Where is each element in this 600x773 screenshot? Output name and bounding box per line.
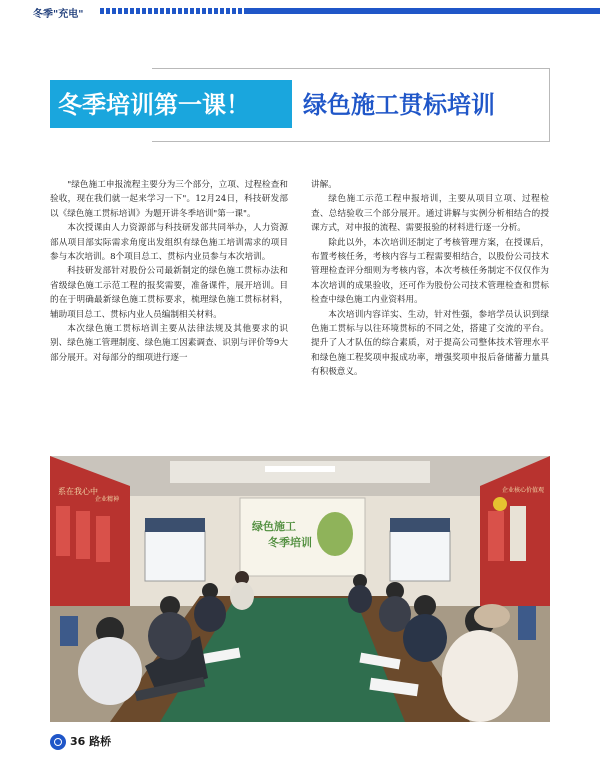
title-part1: 冬季培训第一课！: [58, 90, 250, 119]
paragraph: 科技研发部针对股份公司最新制定的绿色施工贯标办法和省级绿色施工示范工程的报奖需要，准备课件，展开培训。目的在于明确最新绿色施工贯标要求，梳理绿色施工贯标材料，辅助项目总工、贯标内业人员编制相关材料。: [50, 266, 288, 320]
paragraph: 本次绿色施工贯标培训主要从法律法规及其他要求的识别、绿色施工管理制度、绿色施工因素调查、识别与评价等9大部分展开。对每部分的细项进行逐一: [50, 324, 288, 363]
title-part2: 绿色施工贯标培训: [303, 90, 495, 119]
header-bar-stripes: [98, 8, 248, 14]
header-section-label: 冬季"充电": [33, 9, 84, 20]
banner-right: 企业核心价值观: [502, 487, 545, 494]
article-column-1: [50, 178, 288, 365]
paragraph: 本次授课由人力资源部与科技研发部共同举办，人力资源部从项目部实际需求角度出发组织有绿色施工培训需求的项目参与本次培训。8个项目总工、贯标内业员参与本次培训。: [50, 223, 288, 263]
paragraph: 本次培训内容详实、生动，针对性强，参培学员认识到绿色施工贯标与以往环境贯标的不同之处，搭建了交流的平台。提升了人才队伍的综合素质，对于提高公司整体技术管理水平和绿色施工程奖项申报成功率，增强奖项申报后备储蓄力量具有积极意义。: [311, 309, 549, 378]
publication-name: 路桥: [89, 735, 112, 748]
banner-left: 系在我心中: [58, 487, 98, 496]
article-column-2: [311, 178, 549, 380]
paragraph: "绿色施工申报流程主要分为三个部分，立项、过程检查和验收，现在我们就一起来学习一下"。12月24日，科技研发部以《绿色施工贯标培训》为题开讲冬季培训"第一课"。: [50, 180, 288, 219]
paragraph: 绿色施工示范工程申报培训，主要从项目立项、过程检查、总结验收三个部分展开。通过讲解与实例分析相结合的授课方式，对申报的流程、需要报验的材料进行逐一分析。: [311, 194, 549, 234]
banner-left-2: 企业精神: [95, 496, 120, 503]
page-number-icon: [50, 734, 66, 750]
paragraph: 除此以外，本次培训还制定了考核管理方案，在授课后，布置考核任务，考核内容与工程需要相结合，以股份公司技术管理检查评分细则为考核内容，本次考核任务制定不仅仅作为本次培训的成果验收，还可作为股份公司技术管理检查和贯标检查中绿色施工内业资料用。: [311, 237, 549, 306]
footer-text: [70, 733, 111, 749]
page-number: 36: [70, 735, 86, 748]
screen-title-line2: 冬季培训: [268, 536, 312, 549]
screen-title-line1: 绿色施工: [252, 520, 296, 533]
paragraph-continuation: 讲解。: [311, 180, 337, 190]
training-photo: [50, 456, 550, 722]
